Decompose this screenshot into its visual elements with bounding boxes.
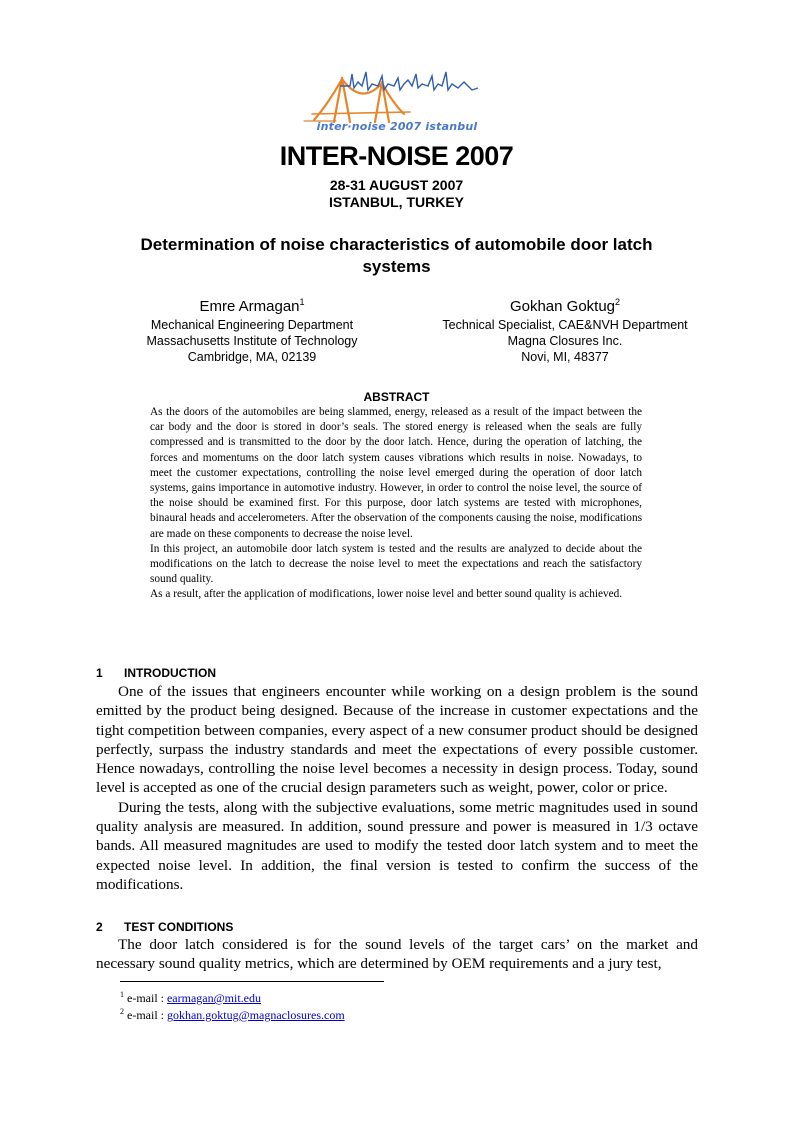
section-title: INTRODUCTION bbox=[124, 666, 216, 680]
footnote-ref: 1 bbox=[299, 297, 305, 307]
section-body bbox=[96, 935, 698, 974]
conference-date: 28-31 AUGUST 2007 bbox=[329, 177, 464, 193]
footnote bbox=[120, 1007, 345, 1023]
abstract-body bbox=[150, 405, 642, 603]
section-heading bbox=[96, 920, 233, 934]
conference-title: INTER-NOISE 2007 bbox=[279, 141, 514, 171]
author-affiliation-line: Mechanical Engineering Department bbox=[150, 318, 354, 332]
author-block bbox=[87, 292, 417, 365]
section-heading bbox=[96, 666, 216, 680]
footnote-mark: 2 bbox=[120, 1007, 124, 1016]
footnote bbox=[120, 990, 261, 1006]
author-affiliation-line: Novi, MI, 48377 bbox=[521, 350, 609, 364]
body-paragraph: One of the issues that engineers encounter while working on a design problem is the sound emitted by the product being designed. Because of the increase in customer expectations and the tight competition between companies, every aspect of a new consumer product should be designed perfectly, surpass the industry standards and meet the expectations of every possible customer. Hence nowadays, controlling the noise level becomes a necessity in design process. Today, sound level is accepted as one of the crucial design parameters such as weight, power, color or price. bbox=[96, 683, 698, 797]
author-affiliation-line: Cambridge, MA, 02139 bbox=[187, 350, 317, 364]
section-number: 1 bbox=[96, 666, 103, 680]
footnote-rule bbox=[120, 981, 384, 982]
footnote-label: e-mail : bbox=[127, 991, 167, 1005]
logo-caption: inter·noise 2007 istanbul bbox=[316, 120, 478, 133]
author-name: Emre Armagan$^1$ bbox=[199, 297, 305, 315]
author-affiliation-line: Massachusetts Institute of Technology bbox=[146, 334, 358, 348]
section-title: TEST CONDITIONS bbox=[124, 920, 234, 934]
sound-wave-icon bbox=[340, 72, 478, 90]
conference-place: ISTANBUL, TURKEY bbox=[328, 194, 465, 210]
footnote-mark: 1 bbox=[120, 990, 124, 999]
abstract-heading: ABSTRACT bbox=[363, 390, 430, 404]
author-affiliation-line: Magna Closures Inc. bbox=[507, 334, 623, 348]
email-link[interactable]: earmagan@mit.edu bbox=[166, 991, 261, 1005]
footnote-ref: 2 bbox=[615, 297, 621, 307]
footnote-label: e-mail : bbox=[127, 1008, 167, 1022]
email-link[interactable]: gokhan.goktug@magnaclosures.com bbox=[166, 1008, 345, 1022]
body-paragraph: During the tests, along with the subjective evaluations, some metric magnitudes used in sound quality analysis are measured. In addition, sound pressure and power is measured in 1/3 octave bands. All measured magnitudes are used to modify the tested door latch system and to meet the expected noise level. In addition, the final version is tested to confirm the success of the modifications. bbox=[96, 798, 698, 893]
section-body bbox=[96, 682, 698, 894]
abstract-paragraph: As a result, after the application of modifications, lower noise level and better sound quality is achieved. bbox=[150, 588, 623, 601]
author-affiliation-line: Technical Specialist, CAE&NVH Department bbox=[442, 318, 688, 332]
paper-title: Determination of noise characteristics of automobile door latch systems bbox=[140, 235, 653, 276]
section-number: 2 bbox=[96, 920, 103, 934]
author-block bbox=[400, 292, 730, 365]
abstract-paragraph: In this project, an automobile door latch system is tested and the results are analyzed to decide about the modifications on the latch to decrease the noise level to meet the expectations and reach the satisfactory sound quality. bbox=[150, 542, 642, 586]
body-paragraph: The door latch considered is for the sound levels of the target cars’ on the market and necessary sound quality metrics, which are determined by OEM requirements and a jury test, bbox=[96, 936, 698, 973]
author-name: Gokhan Goktug$^2$ bbox=[509, 297, 621, 315]
abstract-paragraph: As the doors of the automobiles are being slammed, energy, released as a result of the impact between the car body and the door is stored in door’s seals. The stored energy is released when the seals are fully compressed and is transmitted to the door by the door latch. Hence, during the operation of latching, the forces and momentums on the door latch system causes vibrations which results in noise. Nowadays, to meet the customer expectations, controlling the noise level emerged during the operation of door latch systems, gains importance in automotive industry. However, in order to control the noise level, the source of the noise should be examined first. For this purpose, door latch systems are tested with microphones, binaural heads and accelerometers. After the observation of the components causing the noise, modifications are made on these components to decrease the noise level. bbox=[150, 406, 642, 540]
